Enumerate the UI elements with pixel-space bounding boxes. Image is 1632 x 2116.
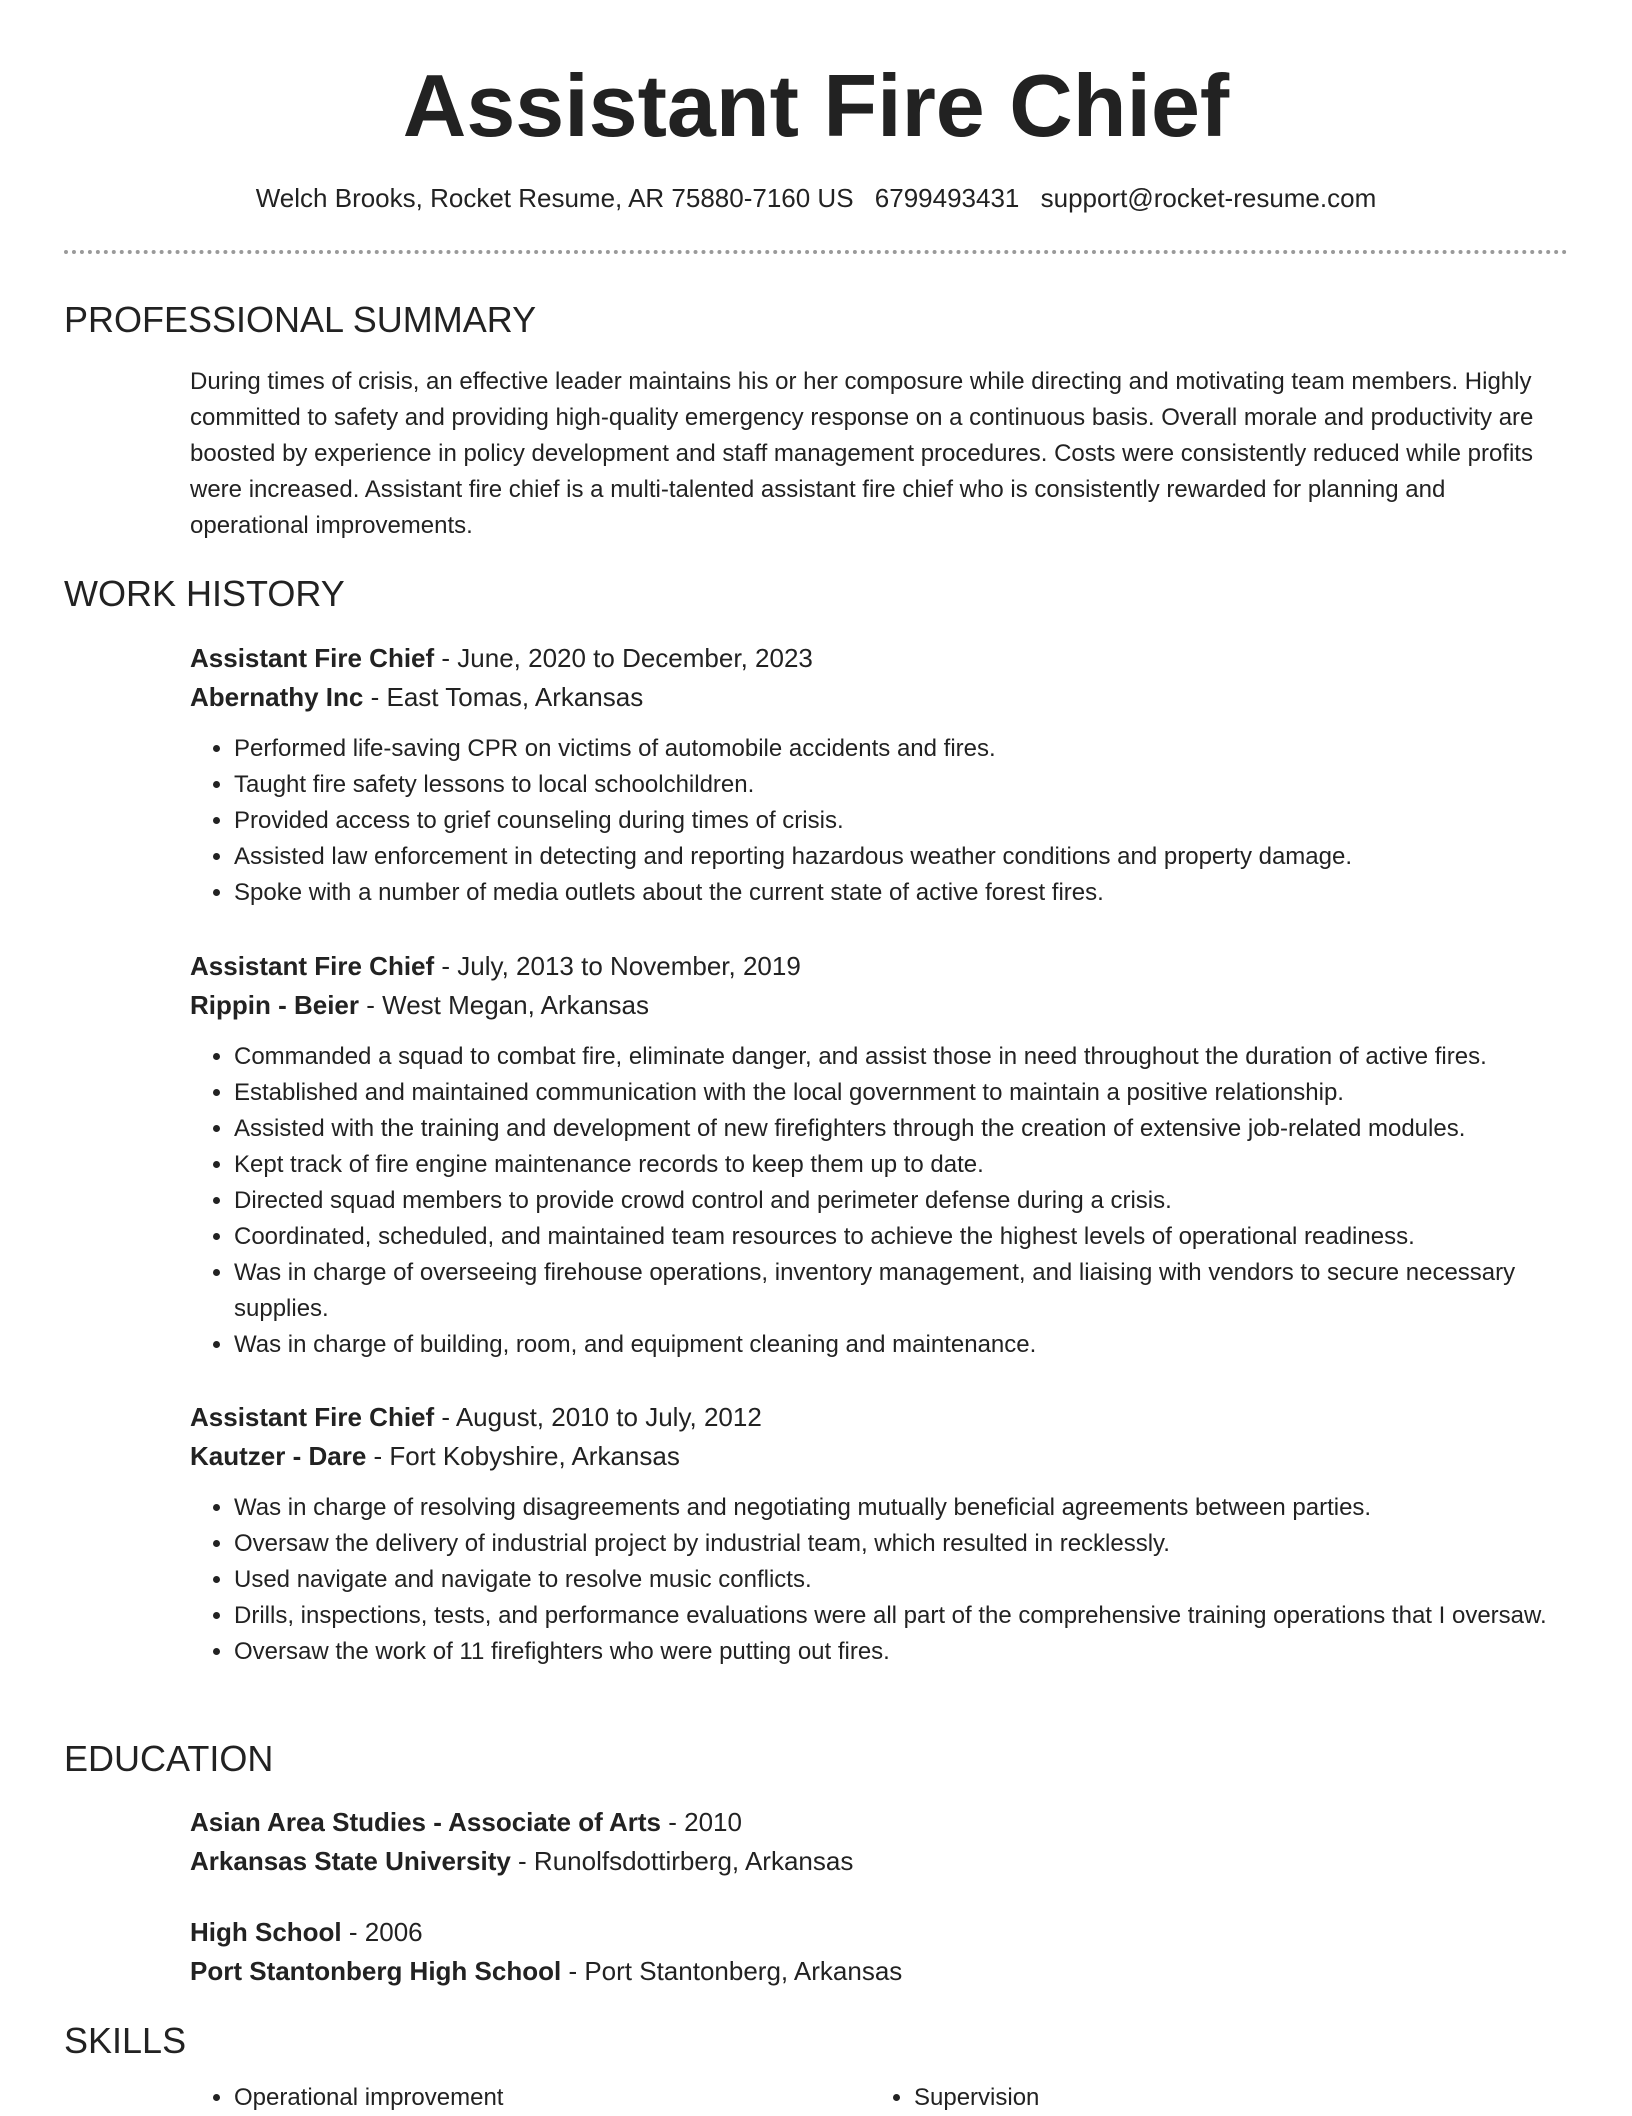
contact-email: support@rocket-resume.com [1040,183,1377,213]
job-bullets [190,1490,1570,1670]
summary-text: During times of crisis, an effective leader maintains his or her composure while directing and motivating team members. Highly committed to safety and providing high-quality emergency response on a continuous basis. Overall morale and productivity are boosted by experience in policy development and staff management procedures. Costs were consistently reduced while profits were increased. Assistant fire chief is a multi-talented assistant fire chief who is consistently rewarded for planning and operational improvements. [190,368,1534,539]
list-item: • Directed squad members to provide crowd control and perimeter defense during a crisis. [234,1183,1570,1219]
job-bullets [190,1039,1570,1363]
degree: Asian Area Studies - Associate of Arts [190,1807,662,1837]
job-company: Kautzer - Dare [190,1441,367,1471]
degree-line [190,1913,1570,1952]
skills-heading: SKILLS [64,2020,187,2061]
school: Port Stantonberg High School [190,1956,562,1986]
degree-year: - 2006 [341,1917,423,1947]
list-item: • Spoke with a number of media outlets about the current state of active forest fires. [234,875,1570,911]
job-dates: - July, 2013 to November, 2019 [434,951,801,981]
job-dates: - August, 2010 to July, 2012 [434,1402,762,1432]
list-item: • Assisted with the training and development of new firefighters through the creation of extensive job-related modules. [234,1111,1570,1147]
skills-list [870,2080,1470,2116]
school-location: - Runolfsdottirberg, Arkansas [510,1846,854,1876]
job-title-line [190,639,1570,678]
skills-left-column [190,2080,790,2116]
list-item: • Coordinated, scheduled, and maintained team resources to achieve the highest levels of operational readiness. [234,1219,1570,1255]
list-item: • Oversaw the work of 11 firefighters who were putting out fires. [234,1634,1570,1670]
list-item: • Was in charge of resolving disagreements and negotiating mutually beneficial agreements between parties. [234,1490,1570,1526]
contact-phone: 6799493431 [874,183,1020,213]
job-role: Assistant Fire Chief [190,643,435,673]
job-location: - Fort Kobyshire, Arkansas [366,1441,680,1471]
list-item: • Assisted law enforcement in detecting and reporting hazardous weather conditions and property damage. [234,839,1570,875]
degree: High School [190,1917,342,1947]
summary-heading: PROFESSIONAL SUMMARY [64,299,537,340]
resume-name: Assistant Fire Chief [402,56,1230,155]
job-entry [190,1398,1570,1670]
school-line [190,1842,1570,1881]
job-company: Rippin - Beier [190,990,360,1020]
summary-section [190,364,1570,544]
job-company-line [190,1437,1570,1476]
work-history-heading: WORK HISTORY [64,573,345,614]
contact-address: Welch Brooks, Rocket Resume, AR 75880-7160 US [255,183,854,213]
job-company-line [190,986,1570,1025]
education-entry [190,1913,1570,1991]
skill-item: • Supervision [914,2080,1470,2116]
school: Arkansas State University [190,1846,511,1876]
job-company: Abernathy Inc [190,682,364,712]
list-item: • Was in charge of building, room, and equipment cleaning and maintenance. [234,1327,1570,1363]
list-item: • Drills, inspections, tests, and performance evaluations were all part of the comprehensive training operations that I oversaw. [234,1598,1570,1634]
job-role: Assistant Fire Chief [190,951,435,981]
list-item: • Performed life-saving CPR on victims of automobile accidents and fires. [234,731,1570,767]
job-entry [190,947,1570,1363]
skills-right-column [870,2080,1470,2116]
school-line [190,1952,1570,1991]
list-item: • Kept track of fire engine maintenance records to keep them up to date. [234,1147,1570,1183]
list-item: • Taught fire safety lessons to local schoolchildren. [234,767,1570,803]
job-title-line [190,947,1570,986]
skills-list [190,2080,790,2116]
list-item: • Commanded a squad to combat fire, eliminate danger, and assist those in need throughout the duration of active fires. [234,1039,1570,1075]
job-location: - East Tomas, Arkansas [363,682,644,712]
job-role: Assistant Fire Chief [190,1402,435,1432]
header-divider [64,250,1568,254]
education-entry [190,1803,1570,1881]
job-bullets [190,731,1570,911]
job-company-line [190,678,1570,717]
list-item: • Was in charge of overseeing firehouse operations, inventory management, and liaising with vendors to secure necessary supplies. [234,1255,1570,1327]
list-item: • Oversaw the delivery of industrial project by industrial team, which resulted in recklessly. [234,1526,1570,1562]
contact-line [0,180,1632,216]
list-item: • Provided access to grief counseling during times of crisis. [234,803,1570,839]
skill-item: • Operational improvement [234,2080,790,2116]
job-entry [190,639,1570,911]
job-dates: - June, 2020 to December, 2023 [434,643,813,673]
school-location: - Port Stantonberg, Arkansas [561,1956,903,1986]
education-heading: EDUCATION [64,1738,274,1779]
degree-year: - 2010 [661,1807,742,1837]
list-item: • Established and maintained communication with the local government to maintain a positive relationship. [234,1075,1570,1111]
job-title-line [190,1398,1570,1437]
list-item: • Used navigate and navigate to resolve music conflicts. [234,1562,1570,1598]
job-location: - West Megan, Arkansas [359,990,649,1020]
degree-line [190,1803,1570,1842]
